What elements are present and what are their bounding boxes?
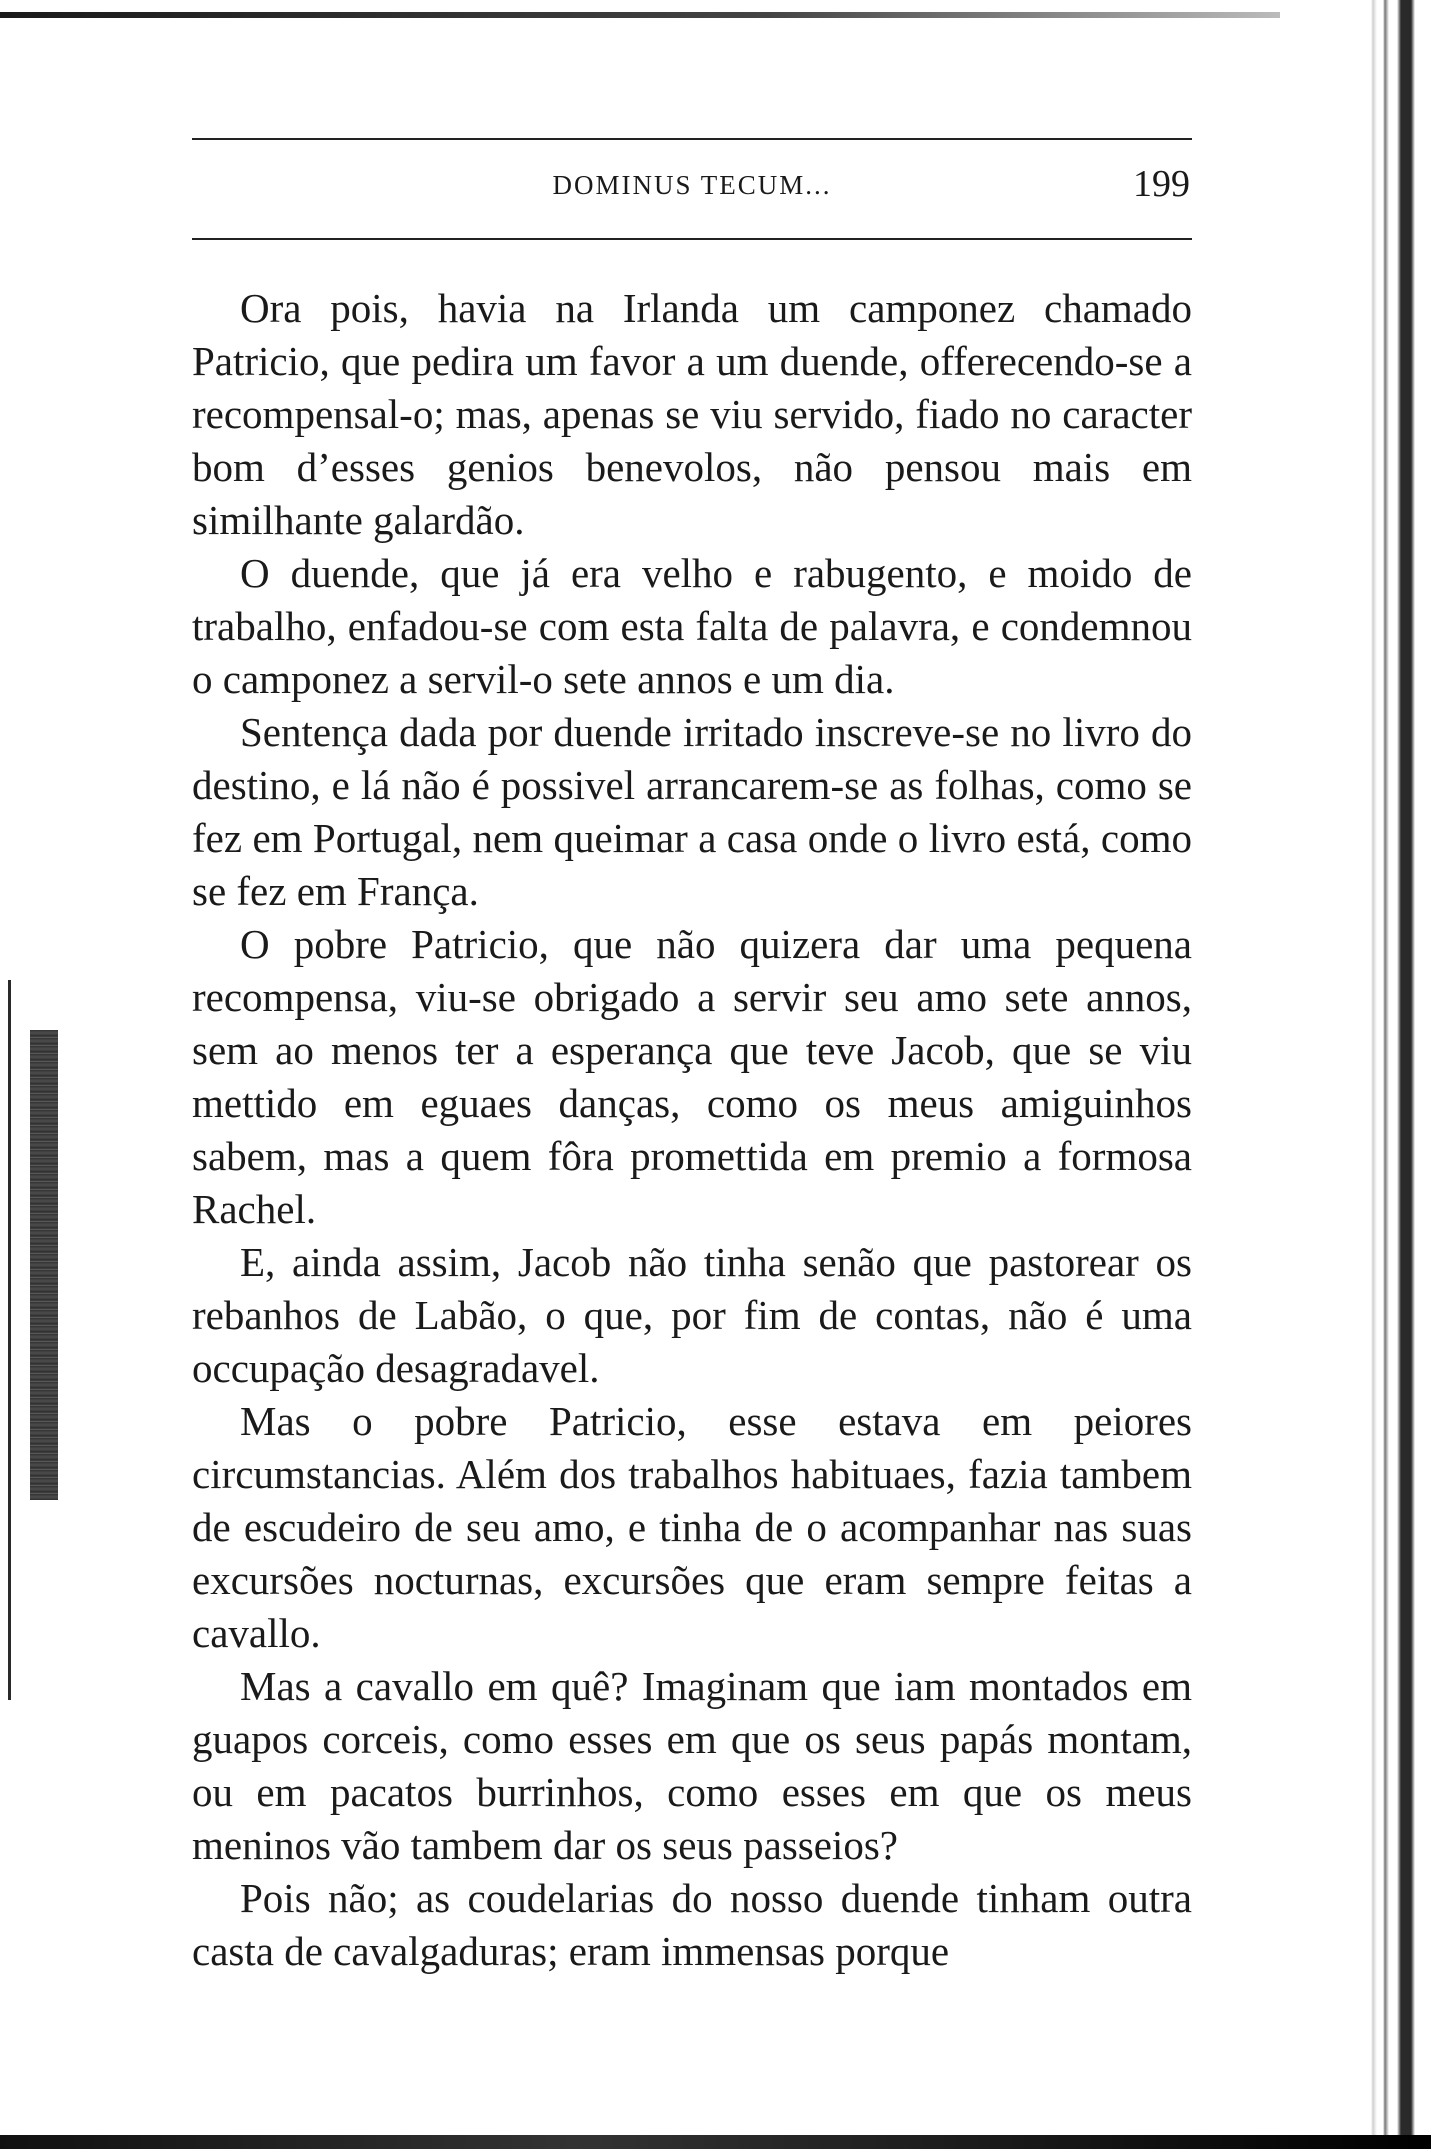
paragraph: O duende, que já era velho e rabugento, e moido de trabalho, enfadou-se com esta falta de palavra, e condemnou o camponez a servil-o sete annos e um dia. [192, 550, 1192, 702]
paragraph: Mas a cavallo em quê? Imaginam que iam montados em guapos corceis, como esses em que os seus papás montam, ou em pacatos burrinhos, como esses em que os meus meninos vão tambem dar os seus passeios? [192, 1663, 1192, 1868]
running-title: DOMINUS TECUM... [552, 170, 832, 200]
page-number: 199 [1133, 163, 1190, 205]
paragraph: Ora pois, havia na Irlanda um camponez chamado Patricio, que pedira um favor a um duende, offerecendo-se a recompensal-o; mas, apenas se viu servido, fiado no caracter bom d’esses genios benevolos, não pensou mais em similhante galardão. [192, 285, 1192, 543]
book-page [192, 138, 1192, 1978]
paragraph: Mas o pobre Patricio, esse estava em peiores circumstancias. Além dos trabalhos habituaes, fazia tambem de escudeiro de seu amo, e tinha de o acompanhar nas suas excursões nocturnas, excursões que eram sempre feitas a cavallo. [192, 1398, 1192, 1656]
scan-edge-left [8, 980, 11, 1700]
scan-shadow-left [30, 1030, 58, 1500]
paragraph: Pois não; as coudelarias do nosso duende tinham outra casta de cavalgaduras; eram immensas porque [192, 1875, 1192, 1974]
book-spine-shadow [1363, 0, 1431, 2149]
body-text [192, 282, 1192, 1978]
paragraph: Sentença dada por duende irritado inscreve-se no livro do destino, e lá não é possivel arrancarem-se as folhas, como se fez em Portugal, nem queimar a casa onde o livro está, como se fez em França. [192, 709, 1192, 914]
page-header [192, 138, 1192, 240]
scan-edge-top [0, 12, 1280, 18]
paragraph: E, ainda assim, Jacob não tinha senão que pastorear os rebanhos de Labão, o que, por fim de contas, não é uma occupação desagradavel. [192, 1239, 1192, 1391]
paragraph: O pobre Patricio, que não quizera dar uma pequena recompensa, viu-se obrigado a servir seu amo sete annos, sem ao menos ter a esperança que teve Jacob, que se viu mettido em eguaes danças, como os meus amiguinhos sabem, mas a quem fôra promettida em premio a formosa Rachel. [192, 921, 1192, 1232]
scan-edge-bottom [0, 2135, 1431, 2149]
